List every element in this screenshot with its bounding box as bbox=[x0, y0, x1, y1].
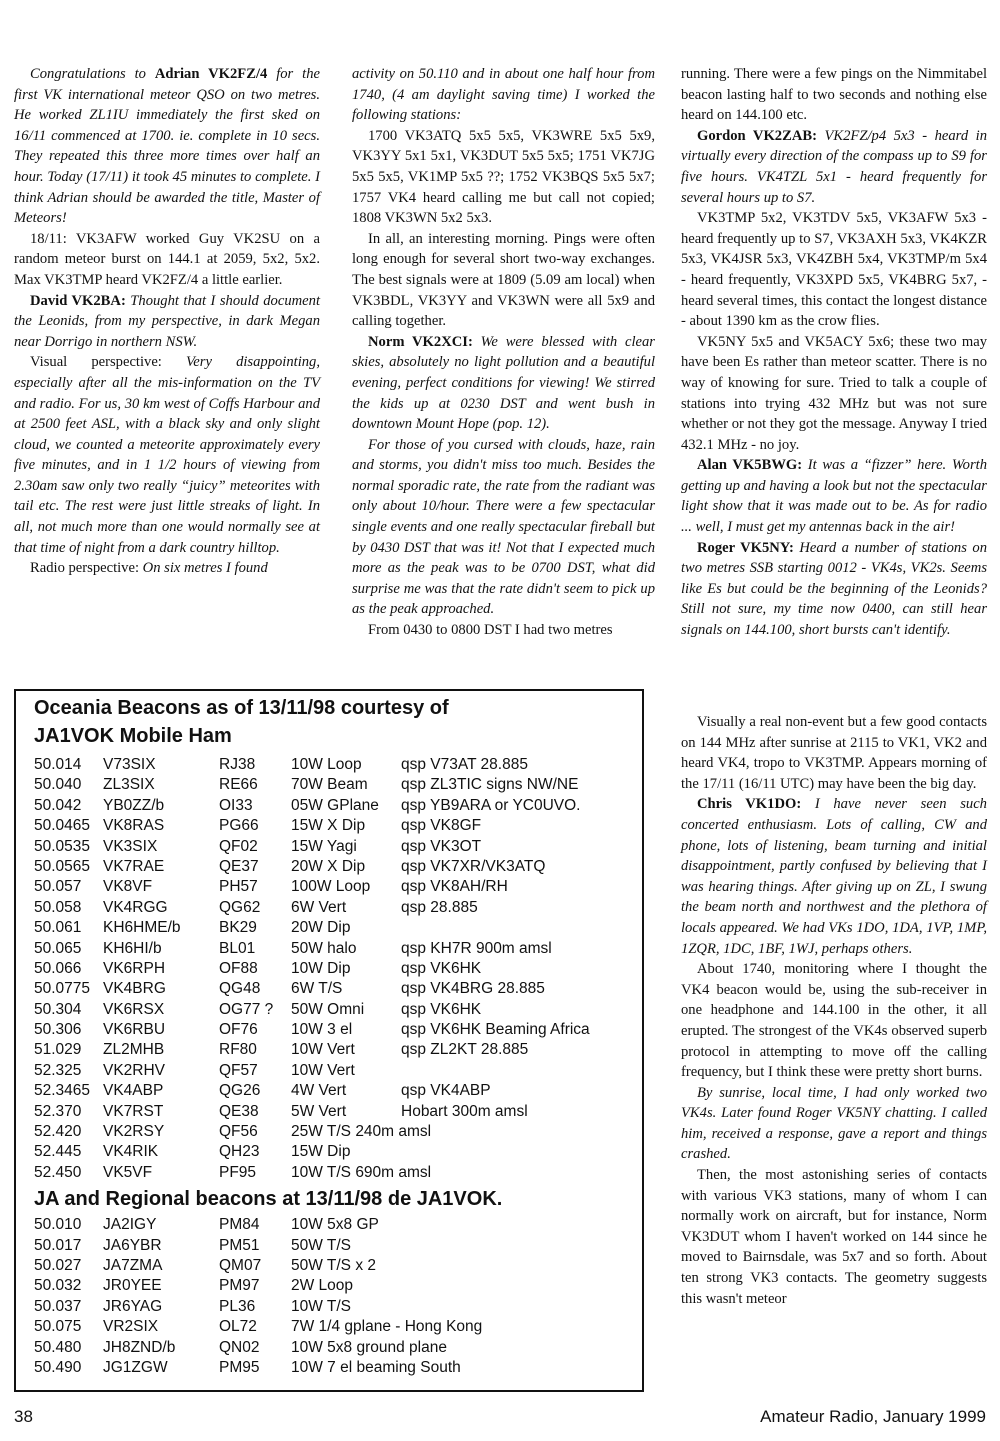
paragraph: activity on 50.110 and in about one half hour from 1740, (4 am daylight saving time) I worked the following stations: bbox=[352, 66, 655, 124]
beacon-power-antenna: 10W T/S 690m amsl bbox=[291, 1163, 432, 1181]
beacon-row bbox=[16, 816, 642, 836]
paragraph: Congratulations to Adrian VK2FZ/4 for the first VK international meteor QSO on two metres. He worked ZL1IU immediately the first sked on 16/11 commenced at 1700. ie. complete in 10 secs. They repeated this three more times over half an hour. Today (17/11) it took 45 minutes to complete. I think Adrian should be awarded the title, Master of Meteors! bbox=[14, 66, 320, 227]
beacon-callsign: VR2SIX bbox=[103, 1318, 159, 1336]
beacon-power-antenna: 50W T/S bbox=[291, 1236, 352, 1254]
beacon-power-antenna: 10W Loop bbox=[291, 756, 362, 773]
beacon-frequency: 50.065 bbox=[34, 939, 82, 957]
beacon-callsign: VK6RPH bbox=[103, 959, 166, 977]
beacon-frequency: 50.075 bbox=[34, 1318, 82, 1336]
beacon-qsp-note: qsp VK6HK bbox=[401, 959, 482, 977]
beacon-frequency: 50.0775 bbox=[34, 980, 91, 998]
beacon-locator: QG62 bbox=[219, 898, 261, 916]
beacon-locator: PM95 bbox=[219, 1358, 260, 1376]
beacon-frequency: 50.014 bbox=[34, 756, 82, 773]
paragraph: About 1740, monitoring where I thought the VK4 beacon would be, using the sub-receiver in one headphone and 144.100 in the other, it all erupted. The strongest of the VK4s observed superb protocol in attempting to move off the calling frequency, but I think these were pretty short burns. bbox=[681, 961, 987, 1081]
beacon-frequency: 50.032 bbox=[34, 1277, 82, 1295]
beacon-locator: PF95 bbox=[219, 1163, 257, 1181]
beacon-title-source: JA1VOK Mobile Ham bbox=[34, 725, 232, 747]
beacon-row bbox=[16, 1358, 642, 1378]
beacon-locator: QG48 bbox=[219, 980, 261, 998]
beacon-locator: PM51 bbox=[219, 1236, 260, 1254]
beacon-frequency: 50.027 bbox=[34, 1256, 82, 1274]
beacon-frequency: 50.057 bbox=[34, 878, 82, 896]
paragraph: Norm VK2XCI: We were blessed with clear skies, absolutely no light pollution and a beautiful evening, perfect conditions for viewing! We stirred the kids up at 0230 DST and went bush in downtown Mount Hope (pop. 12). bbox=[352, 333, 655, 433]
beacon-row bbox=[16, 1163, 642, 1183]
beacon-locator: OL72 bbox=[219, 1318, 257, 1336]
beacon-callsign: JA2IGY bbox=[103, 1216, 157, 1234]
beacon-frequency: 50.010 bbox=[34, 1216, 82, 1234]
beacon-row bbox=[16, 755, 642, 775]
beacon-locator: QE38 bbox=[219, 1102, 259, 1120]
beacon-qsp-note: qsp YB9ARA or YC0UVO. bbox=[401, 796, 581, 814]
beacon-callsign: ZL2MHB bbox=[103, 1041, 165, 1059]
paragraph: 18/11: VK3AFW worked Guy VK2SU on a random meteor burst on 144.1 at 2059, 5x2, 5x2. Max VK3TMP heard VK2FZ/4 a little earlier. bbox=[14, 230, 320, 288]
beacon-locator: QF02 bbox=[219, 837, 258, 855]
beacon-title-oceania: Oceania Beacons as of 13/11/98 courtesy of bbox=[34, 697, 449, 719]
beacon-locator: RJ38 bbox=[219, 756, 256, 773]
beacon-frequency: 50.058 bbox=[34, 898, 82, 916]
beacon-qsp-note: qsp VK6HK bbox=[401, 1000, 482, 1018]
beacon-power-antenna: 50W halo bbox=[291, 939, 357, 957]
beacon-power-antenna: 100W Loop bbox=[291, 878, 371, 896]
beacon-row bbox=[16, 1000, 642, 1020]
beacon-frequency: 52.370 bbox=[34, 1102, 82, 1120]
beacon-power-antenna: 05W GPlane bbox=[291, 796, 379, 814]
beacon-locator: OG77 ? bbox=[219, 1000, 274, 1018]
paragraph: Visually a real non-event but a few good contacts on 144 MHz after sunrise at 2115 to VK1, VK2 and heard VK4, tropo to VK3TMP. Appears morning of the 17/11 (16/11 UTC) may have been the big day. bbox=[681, 714, 987, 792]
beacon-qsp-note: qsp VK7XR/VK3ATQ bbox=[401, 857, 546, 875]
paragraph: From 0430 to 0800 DST I had two metres bbox=[368, 622, 613, 639]
beacon-frequency: 52.3465 bbox=[34, 1082, 91, 1100]
beacon-callsign: VK6RSX bbox=[103, 1000, 165, 1018]
beacon-callsign: JR6YAG bbox=[103, 1297, 163, 1315]
beacon-row bbox=[16, 1142, 642, 1162]
paragraph: Alan VK5BWG: It was a “fizzer” here. Worth getting up and having a look but not the spectacular light show that it was made out to be. As for radio ... well, I must get my antennas back in the air! bbox=[681, 457, 987, 536]
beacon-locator: OF88 bbox=[219, 959, 258, 977]
beacon-frequency: 52.325 bbox=[34, 1061, 82, 1079]
beacon-callsign: V73SIX bbox=[103, 756, 156, 773]
beacon-row bbox=[16, 1122, 642, 1142]
beacon-power-antenna: 6W T/S bbox=[291, 980, 343, 998]
beacon-locator: RE66 bbox=[219, 776, 258, 794]
beacon-frequency: 50.0565 bbox=[34, 857, 91, 875]
beacon-frequency: 50.061 bbox=[34, 919, 82, 937]
column-3-lower bbox=[681, 712, 987, 1309]
beacon-power-antenna: 15W Dip bbox=[291, 1143, 351, 1161]
beacon-row bbox=[16, 857, 642, 877]
paragraph: Then, the most astonishing series of contacts with various VK3 stations, many of whom I can normally work on aircraft, but for instance, Norm VK3DUT whom I haven't worked on 144 since he moved to Bairnsdale, was 5x7 and so forth. About ten strong VK3 contacts. The geometry suggests this wasn't meteor bbox=[681, 1167, 987, 1307]
beacon-frequency: 50.0465 bbox=[34, 817, 91, 835]
beacon-frequency: 52.450 bbox=[34, 1163, 82, 1181]
beacon-power-antenna: 20W X Dip bbox=[291, 857, 366, 875]
beacon-frequency: 50.037 bbox=[34, 1297, 82, 1315]
beacon-callsign: VK4ABP bbox=[103, 1082, 164, 1100]
beacon-callsign: YB0ZZ/b bbox=[103, 796, 165, 814]
beacon-qsp-note: qsp ZL3TIC signs NW/NE bbox=[401, 776, 579, 794]
beacon-row bbox=[16, 1338, 642, 1358]
beacon-callsign: VK3SIX bbox=[103, 837, 158, 855]
beacon-power-antenna: 10W 3 el bbox=[291, 1021, 353, 1039]
beacon-qsp-note: qsp ZL2KT 28.885 bbox=[401, 1041, 529, 1059]
page-number: 38 bbox=[14, 1407, 33, 1426]
beacon-locator: BL01 bbox=[219, 939, 256, 957]
beacon-locator: OI33 bbox=[219, 796, 253, 814]
beacon-row bbox=[16, 837, 642, 857]
oceania-beacon-table bbox=[16, 755, 642, 1183]
paragraph: In all, an interesting morning. Pings were often long enough for several short two-way exchanges. The best signals were at 1809 (5.09 am local) when VK3BDL, VK3YY and VK3WN were all 5x9 and calling together. bbox=[352, 230, 655, 330]
beacon-frequency: 50.304 bbox=[34, 1000, 82, 1018]
beacon-row bbox=[16, 1276, 642, 1296]
beacon-frequency: 50.042 bbox=[34, 796, 82, 814]
beacon-callsign: JG1ZGW bbox=[103, 1358, 168, 1376]
beacon-row bbox=[16, 1236, 642, 1256]
beacon-locator: QM07 bbox=[219, 1256, 262, 1274]
beacon-qsp-note: Hobart 300m amsl bbox=[401, 1102, 528, 1120]
paragraph: 1700 VK3ATQ 5x5 5x5, VK3WRE 5x5 5x9, VK3YY 5x1 5x1, VK3DUT 5x5 5x5; 1751 VK7JG 5x5 5x5, VK1MP 5x5 ??; 1752 VK3BQS 5x5 5x7; 1757 VK4 heard calling me but call not copied; 1808 VK3WN 5x2 5x3. bbox=[352, 127, 655, 227]
paragraph: David VK2BA: Thought that I should document the Leonids, from my perspective, in dark Megan near Dorrigo in northern NSW. bbox=[14, 292, 320, 350]
beacon-callsign: VK7RAE bbox=[103, 857, 165, 875]
beacon-row bbox=[16, 1256, 642, 1276]
beacon-frequency: 51.029 bbox=[34, 1041, 82, 1059]
paragraph: running. There were a few pings on the Nimmitabel beacon lasting half to two seconds and nothing else heard on 144.100 etc. bbox=[681, 66, 987, 124]
beacon-row bbox=[16, 1317, 642, 1337]
beacon-row bbox=[16, 796, 642, 816]
beacon-qsp-note: qsp VK6HK Beaming Africa bbox=[401, 1021, 590, 1039]
beacon-power-antenna: 10W Dip bbox=[291, 959, 351, 977]
beacon-locator: QH23 bbox=[219, 1143, 260, 1161]
beacon-qsp-note: qsp V73AT 28.885 bbox=[401, 756, 528, 773]
beacon-row bbox=[16, 775, 642, 795]
beacon-power-antenna: 50W T/S x 2 bbox=[291, 1256, 376, 1274]
beacon-qsp-note: qsp VK8GF bbox=[401, 817, 482, 835]
beacon-power-antenna: 4W Vert bbox=[291, 1082, 347, 1100]
beacon-qsp-note: qsp VK3OT bbox=[401, 837, 482, 855]
beacon-row bbox=[16, 1020, 642, 1040]
column-3-upper bbox=[681, 64, 987, 641]
paragraph: Radio perspective: On six metres I found bbox=[30, 560, 268, 577]
beacon-locator: QN02 bbox=[219, 1338, 260, 1356]
beacon-callsign: VK6RBU bbox=[103, 1021, 166, 1039]
paragraph: Visual perspective: Very disappointing, especially after all the mis-information on the TV and radio. For us, 30 km west of Coffs Harbour and at 2500 feet ASL, with a black sky and only slight cloud, we counted a meteorite approximately every five minutes, and in 1 1/2 hours of viewing from 2.30am saw only two really “juicy” meteorites with tail etc. The rest were just little streaks of light. In all, not much more than one would normally see at that time of night from a dark country hilltop. bbox=[14, 354, 321, 556]
beacon-callsign: VK5VF bbox=[103, 1163, 153, 1181]
beacon-power-antenna: 50W Omni bbox=[291, 1000, 365, 1018]
beacon-callsign: KH6HME/b bbox=[103, 919, 181, 937]
paragraph: VK5NY 5x5 and VK5ACY 5x6; these two may have been Es rather than meteor scatter. There is no way of knowing for sure. Tried to talk a couple of stations into trying 432 MHz but was not sure whether or not they got the message. Anyway I tried 432.1 MHz - no joy. bbox=[681, 333, 987, 453]
paragraph: VK3TMP 5x2, VK3TDV 5x5, VK3AFW 5x3 - heard frequently up to S7, VK3AXH 5x3, VK4KZR 5x3, VK4JSR 5x3, VK4ZBH 5x4, VK3TMP/m 5x4 - heard frequently, VK3XPD 5x5, VK4BRG 5x7, - heard several times, this contact the longest distance - about 1390 km as the crow flies. bbox=[681, 210, 987, 330]
paragraph: By sunrise, local time, I had only worked two VK4s. Later found Roger VK5NY chatting. I called him, received a response, gave a report and things crashed. bbox=[681, 1084, 987, 1163]
beacon-locator: QG26 bbox=[219, 1082, 261, 1100]
beacon-locator: BK29 bbox=[219, 919, 257, 937]
beacon-power-antenna: 10W Vert bbox=[291, 1041, 355, 1059]
beacon-callsign: JA6YBR bbox=[103, 1236, 162, 1254]
beacon-locator: PM84 bbox=[219, 1216, 260, 1234]
beacon-locator: PL36 bbox=[219, 1297, 256, 1315]
beacon-locator: RF80 bbox=[219, 1041, 257, 1059]
beacon-locator: QF57 bbox=[219, 1061, 258, 1079]
beacon-locator: PH57 bbox=[219, 878, 258, 896]
publication-title: Amateur Radio, January 1999 bbox=[760, 1407, 986, 1426]
beacon-title-ja: JA and Regional beacons at 13/11/98 de JA1VOK. bbox=[34, 1188, 503, 1211]
beacon-row bbox=[16, 1102, 642, 1122]
beacon-frequency: 50.490 bbox=[34, 1358, 82, 1376]
beacon-power-antenna: 10W Vert bbox=[291, 1061, 355, 1079]
column-1 bbox=[14, 64, 320, 579]
beacon-row bbox=[16, 877, 642, 897]
beacon-power-antenna: 20W Dip bbox=[291, 919, 351, 937]
beacon-power-antenna: 7W 1/4 gplane - Hong Kong bbox=[291, 1318, 483, 1336]
beacon-frequency: 50.306 bbox=[34, 1021, 82, 1039]
beacon-frequency: 50.480 bbox=[34, 1338, 82, 1356]
beacon-qsp-note: qsp VK4ABP bbox=[401, 1082, 491, 1100]
paragraph: Chris VK1DO: I have never seen such concerted enthusiasm. Lots of calling, CW and phone, lots of listening, beam turning and initial disappointment, partly confused by believing that I was hearing things. After giving up on ZL, I swung the beam north and northwest and the plethora of locals appeared. We had VKs 1DO, 1DA, 1VP, 1MP, 1ZQR, 1DC, 1BF, 1WJ, perhaps others. bbox=[681, 796, 987, 957]
beacon-frequency: 50.040 bbox=[34, 776, 82, 794]
beacon-qsp-note: qsp KH7R 900m amsl bbox=[401, 939, 552, 957]
beacon-frequency: 50.066 bbox=[34, 959, 82, 977]
beacon-frequency: 50.0535 bbox=[34, 837, 91, 855]
beacon-power-antenna: 10W 7 el beaming South bbox=[291, 1358, 461, 1376]
beacon-callsign: VK8RAS bbox=[103, 817, 165, 835]
beacon-locator: PM97 bbox=[219, 1277, 260, 1295]
beacon-row bbox=[16, 1081, 642, 1101]
beacon-frequency: 50.017 bbox=[34, 1236, 82, 1254]
beacon-power-antenna: 15W Yagi bbox=[291, 837, 357, 855]
beacon-row bbox=[16, 1215, 642, 1235]
beacon-locator: QF56 bbox=[219, 1123, 258, 1141]
beacon-qsp-note: qsp VK4BRG 28.885 bbox=[401, 980, 545, 998]
beacon-callsign: VK7RST bbox=[103, 1102, 164, 1120]
paragraph: Roger VK5NY: Heard a number of stations on two metres SSB starting 0012 - VK4s, VK2s. Seems like Es but could be the beginning of the Leonids? Still not sure, my time now 0400, can still hear signals on 144.100, short bursts can't identify. bbox=[681, 539, 987, 639]
beacon-callsign: JR0YEE bbox=[103, 1277, 162, 1295]
beacon-qsp-note: qsp 28.885 bbox=[401, 898, 478, 916]
beacon-locator: QE37 bbox=[219, 857, 259, 875]
ja-beacon-table bbox=[16, 1215, 642, 1378]
beacon-power-antenna: 10W 5x8 ground plane bbox=[291, 1338, 447, 1356]
beacon-power-antenna: 5W Vert bbox=[291, 1102, 347, 1120]
beacon-qsp-note: qsp VK8AH/RH bbox=[401, 878, 508, 896]
beacon-row bbox=[16, 979, 642, 999]
beacon-power-antenna: 10W T/S bbox=[291, 1297, 352, 1315]
column-2 bbox=[352, 64, 655, 641]
beacon-row bbox=[16, 1040, 642, 1060]
beacon-row bbox=[16, 898, 642, 918]
beacon-power-antenna: 70W Beam bbox=[291, 776, 368, 794]
beacon-row bbox=[16, 918, 642, 938]
paragraph: For those of you cursed with clouds, haze, rain and storms, you didn't miss too much. Besides the normal sporadic rate, the rate from the radiant was only about 10/hour. There were a few spectacular single events and one really spectacular fireball but by 0430 DST that was it! Not that I expected much more as the peak was to be 0700 DST, what did surprise me was that the rate didn't seem to pick up as the peak approached. bbox=[352, 436, 655, 618]
beacon-callsign: JA7ZMA bbox=[103, 1256, 163, 1274]
beacon-callsign: JH8ZND/b bbox=[103, 1338, 176, 1356]
beacon-power-antenna: 10W 5x8 GP bbox=[291, 1216, 379, 1234]
beacon-callsign: VK2RSY bbox=[103, 1123, 165, 1141]
beacon-callsign: VK4RIK bbox=[103, 1143, 159, 1161]
beacon-frequency: 52.420 bbox=[34, 1123, 82, 1141]
beacon-callsign: VK4BRG bbox=[103, 980, 166, 998]
beacon-row bbox=[16, 1297, 642, 1317]
beacon-locator: OF76 bbox=[219, 1021, 258, 1039]
beacon-row bbox=[16, 1061, 642, 1081]
beacon-callsign: VK8VF bbox=[103, 878, 153, 896]
beacon-list-box bbox=[14, 689, 644, 1392]
beacon-power-antenna: 25W T/S 240m amsl bbox=[291, 1123, 432, 1141]
beacon-callsign: VK4RGG bbox=[103, 898, 168, 916]
beacon-callsign: ZL3SIX bbox=[103, 776, 155, 794]
beacon-power-antenna: 6W Vert bbox=[291, 898, 347, 916]
beacon-locator: PG66 bbox=[219, 817, 259, 835]
beacon-power-antenna: 2W Loop bbox=[291, 1277, 354, 1295]
beacon-power-antenna: 15W X Dip bbox=[291, 817, 366, 835]
beacon-row bbox=[16, 939, 642, 959]
beacon-row bbox=[16, 959, 642, 979]
beacon-frequency: 52.445 bbox=[34, 1143, 82, 1161]
paragraph: Gordon VK2ZAB: VK2FZ/p4 5x3 - heard in virtually every direction of the compass up to S9 for five hours. VK4TZL 5x1 - heard frequently for several hours up to S7. bbox=[681, 127, 987, 206]
beacon-callsign: VK2RHV bbox=[103, 1061, 166, 1079]
beacon-callsign: KH6HI/b bbox=[103, 939, 162, 957]
